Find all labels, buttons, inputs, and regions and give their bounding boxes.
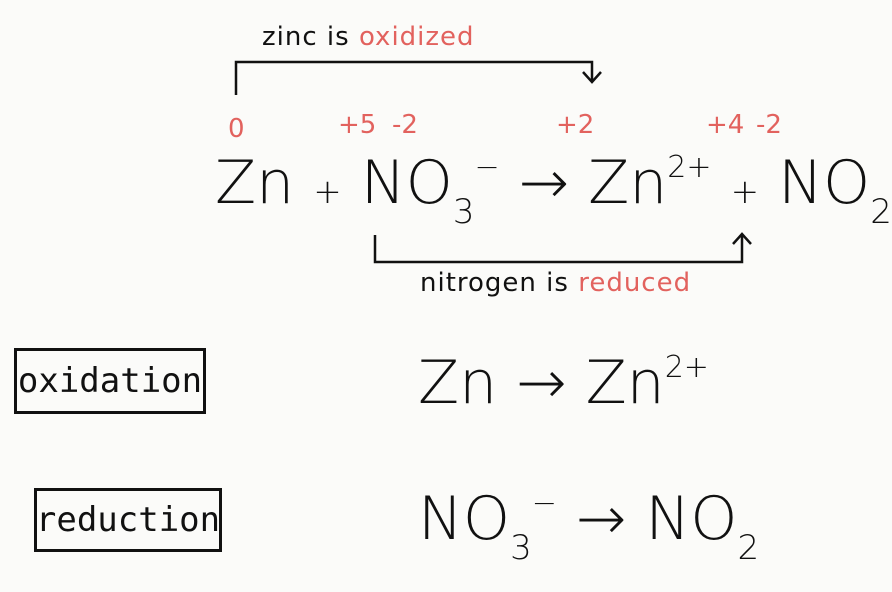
red-lhs-charge: − bbox=[531, 486, 557, 521]
ox-arrow: → bbox=[516, 348, 567, 418]
ox-state-o: -2 bbox=[392, 110, 418, 140]
nitrogen-reduced-note bbox=[420, 268, 691, 298]
eq-plus-2: + bbox=[730, 172, 760, 212]
ox-lhs: Zn bbox=[418, 348, 498, 418]
red-rhs-sub: 2 bbox=[737, 528, 760, 568]
ox-state-zn: 0 bbox=[228, 114, 245, 144]
red-rhs: NO bbox=[645, 484, 738, 554]
eq-plus: + bbox=[313, 172, 342, 212]
red-lhs-sub: 3 bbox=[510, 528, 532, 568]
eq-zn2-charge: 2+ bbox=[667, 150, 712, 185]
ox-state-n: +5 bbox=[338, 110, 377, 140]
main-equation bbox=[215, 148, 892, 232]
ox-rhs-charge: 2+ bbox=[664, 350, 709, 385]
red-lhs: NO bbox=[418, 484, 511, 554]
note-highlight: oxidized bbox=[358, 22, 475, 52]
eq-no2-sub: 2 bbox=[870, 192, 892, 232]
eq-no3-sub: 3 bbox=[452, 192, 475, 232]
eq-zn2: Zn bbox=[588, 148, 668, 218]
ox-state-zn2: +2 bbox=[556, 110, 595, 140]
eq-no3-charge: − bbox=[474, 150, 500, 185]
oxidation-half-reaction bbox=[418, 348, 709, 418]
red-arrow: → bbox=[575, 484, 627, 554]
reduction-half-reaction bbox=[418, 484, 760, 568]
reduction-label: reduction bbox=[34, 488, 222, 552]
ox-state-n2: +4 bbox=[706, 110, 745, 140]
eq-no2: NO bbox=[778, 148, 871, 218]
note-prefix: zinc is bbox=[262, 22, 359, 52]
zinc-oxidized-note bbox=[262, 22, 475, 52]
ox-state-o2: -2 bbox=[756, 110, 782, 140]
eq-zn: Zn bbox=[215, 148, 295, 218]
note-prefix: nitrogen is bbox=[420, 268, 579, 298]
oxidation-label: oxidation bbox=[14, 348, 206, 414]
oxidized-bracket bbox=[236, 62, 592, 95]
note-highlight: reduced bbox=[578, 268, 692, 298]
eq-arrow: → bbox=[518, 148, 570, 218]
eq-no3: NO bbox=[360, 148, 453, 218]
ox-rhs: Zn bbox=[585, 348, 665, 418]
reduced-bracket bbox=[375, 235, 742, 262]
